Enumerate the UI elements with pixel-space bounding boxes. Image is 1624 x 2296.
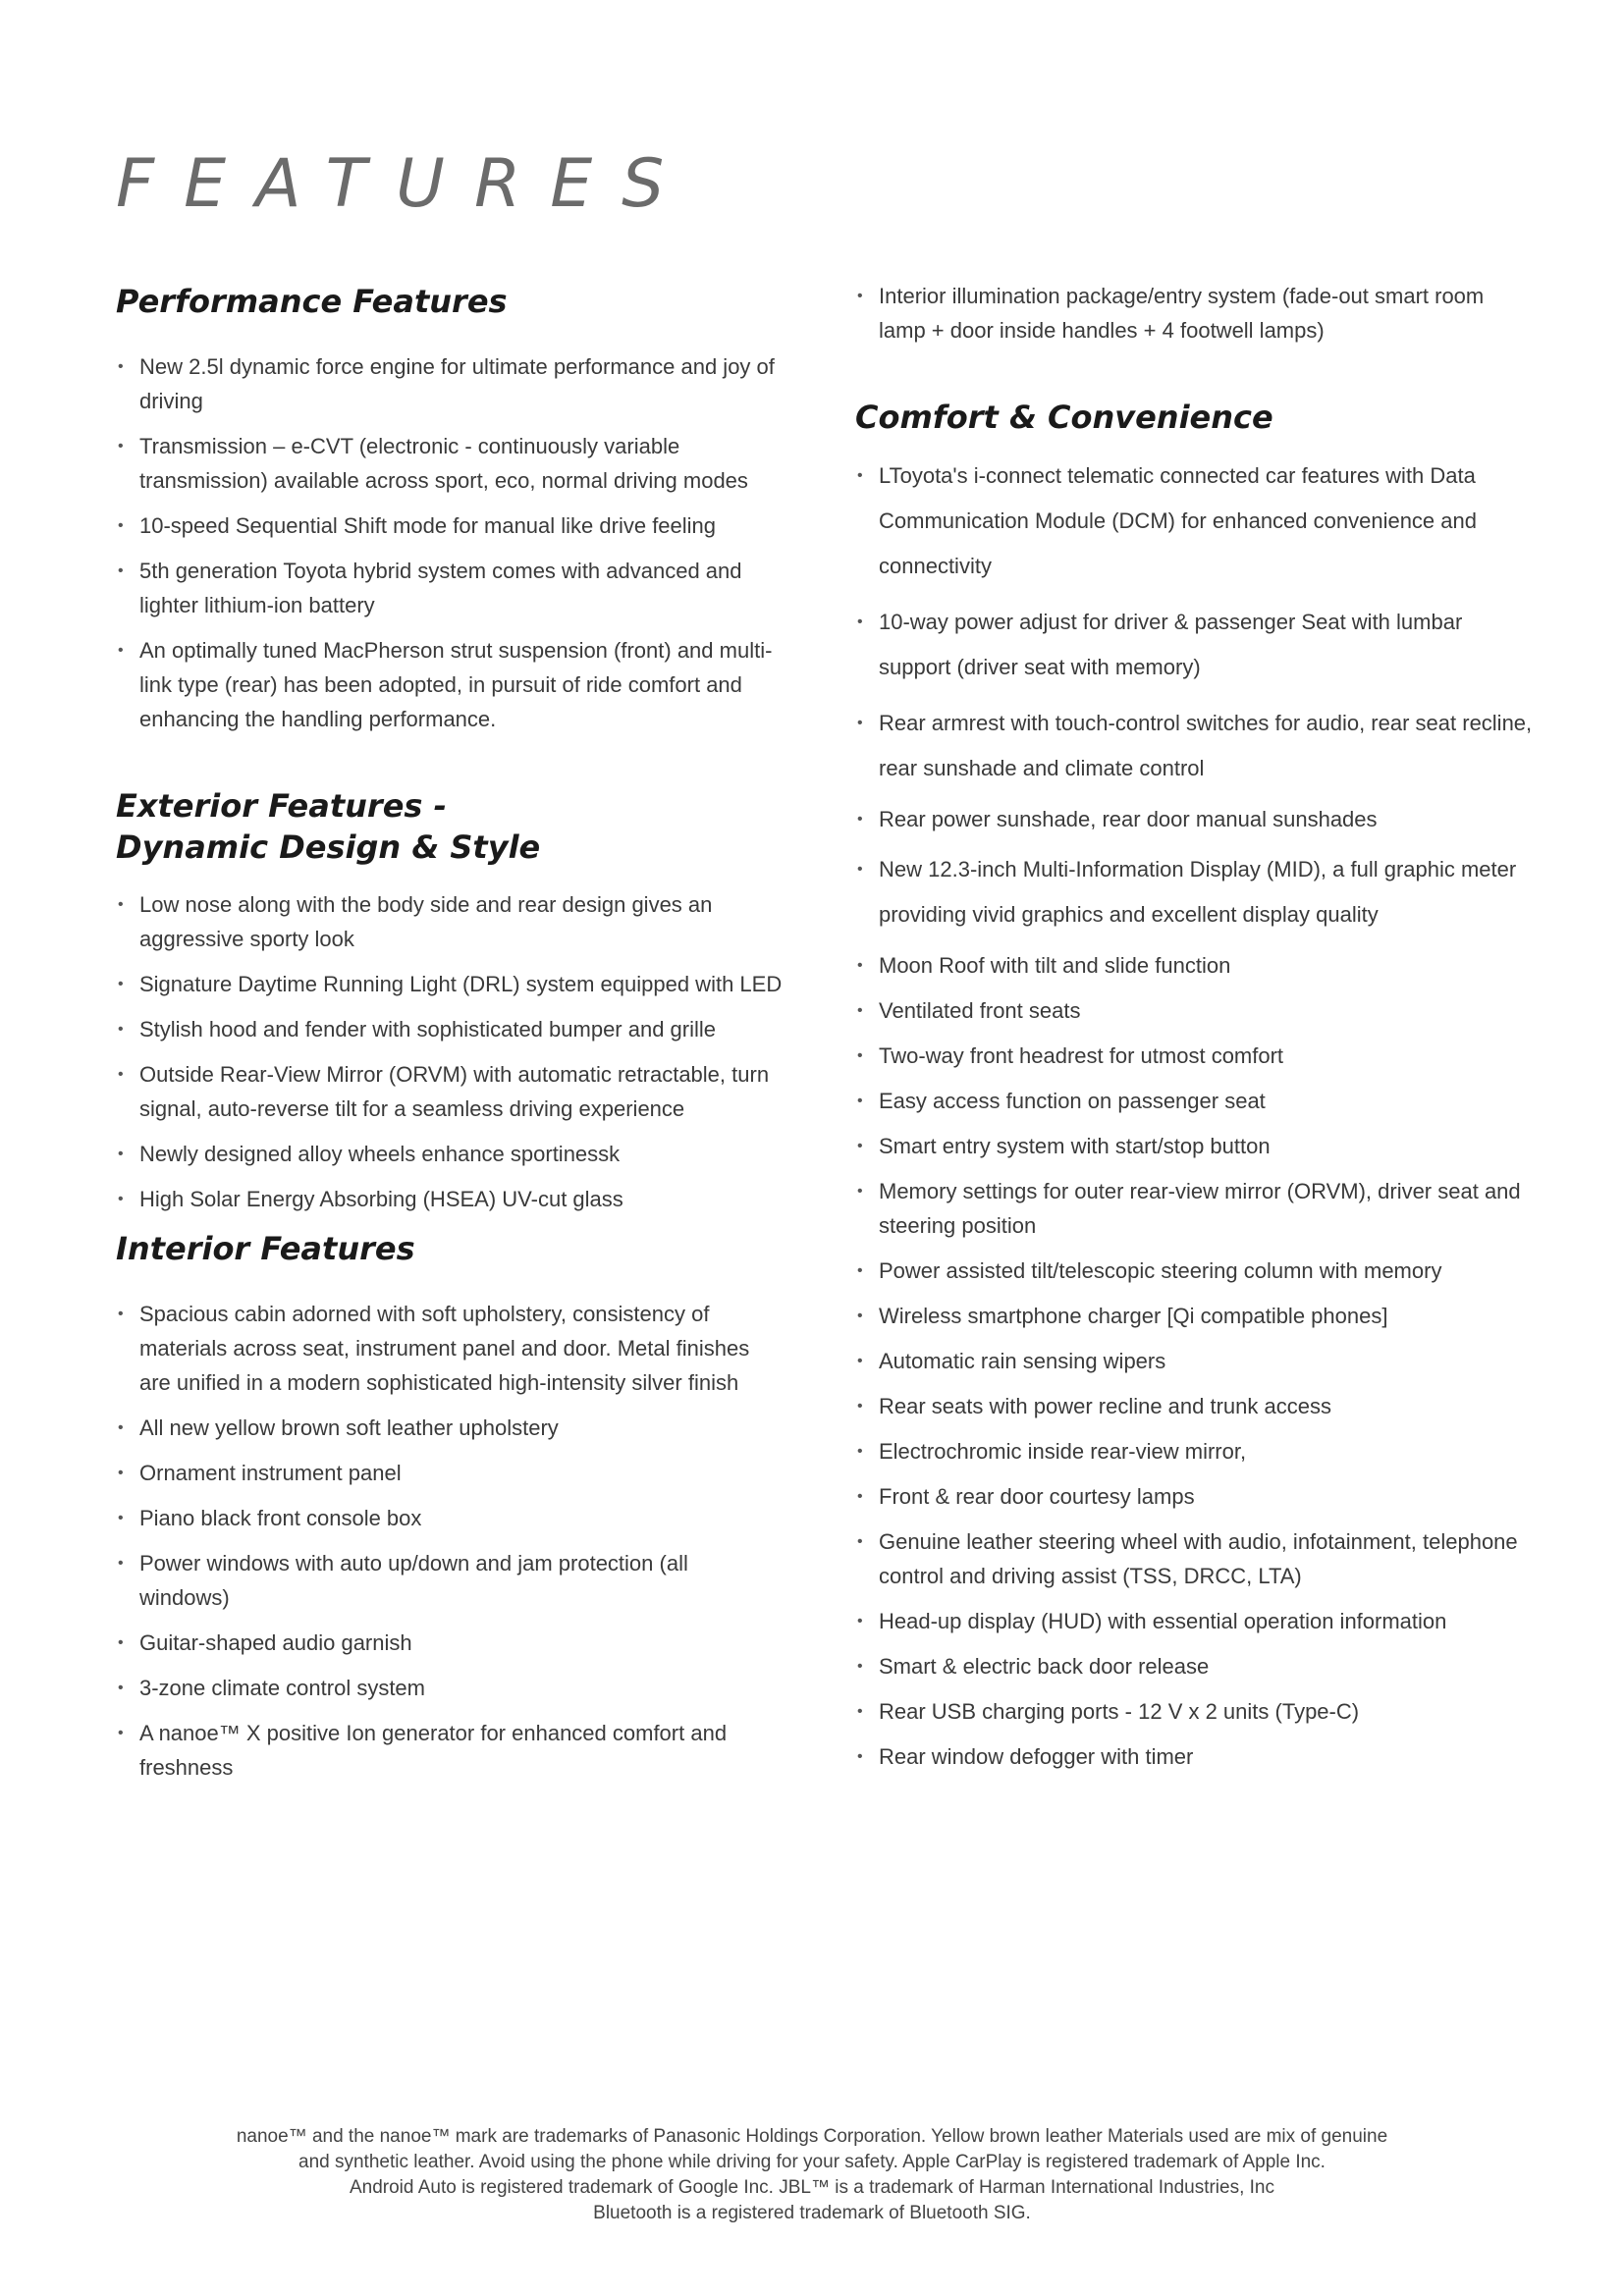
list-item: • Signature Daytime Running Light (DRL) system equipped with LED	[116, 967, 784, 1001]
comfort-convenience-section	[855, 397, 1533, 1774]
list-item: • Moon Roof with tilt and slide function	[855, 948, 1533, 983]
feature-list	[855, 279, 1533, 347]
section-title: Exterior Features - Dynamic Design & Style	[116, 787, 541, 866]
list-item: • Ornament instrument panel	[116, 1456, 784, 1490]
page-title: FEATURES	[116, 145, 694, 223]
list-item: • 5th generation Toyota hybrid system comes with advanced and lighter lithium-ion battery	[116, 554, 784, 622]
section-title: Interior Features	[116, 1230, 415, 1267]
list-item: • Transmission – e-CVT (electronic - continuously variable transmission) available across sport, eco, normal driving modes	[116, 429, 784, 498]
list-item: • Power assisted tilt/telescopic steering column with memory	[855, 1254, 1533, 1288]
list-item: • Stylish hood and fender with sophisticated bumper and grille	[116, 1012, 784, 1046]
list-item: • 10-speed Sequential Shift mode for manual like drive feeling	[116, 508, 784, 543]
section-title: Performance Features	[116, 283, 508, 320]
list-item: • LToyota's i-connect telematic connected car features with Data Communication Module (DCM) for enhanced convenience and connectivity	[855, 454, 1533, 589]
list-item: • Rear armrest with touch-control switches for audio, rear seat recline, rear sunshade and climate control	[855, 701, 1533, 791]
performance-features-section	[116, 281, 784, 736]
list-item: • Head-up display (HUD) with essential operation information	[855, 1604, 1533, 1638]
feature-list	[116, 349, 784, 736]
list-item: • Memory settings for outer rear-view mirror (ORVM), driver seat and steering position	[855, 1174, 1533, 1243]
list-item: • High Solar Energy Absorbing (HSEA) UV-cut glass	[116, 1182, 784, 1216]
footer-line: Bluetooth is a registered trademark of Bluetooth SIG.	[593, 2203, 1031, 2223]
footer-line: Android Auto is registered trademark of Google Inc. JBL™ is a trademark of Harman International Industries, Inc	[349, 2177, 1274, 2198]
list-item: • Low nose along with the body side and rear design gives an aggressive sporty look	[116, 887, 784, 956]
list-item: • Automatic rain sensing wipers	[855, 1344, 1533, 1378]
list-item: • Outside Rear-View Mirror (ORVM) with automatic retractable, turn signal, auto-reverse tilt for a seamless driving experience	[116, 1057, 784, 1126]
feature-list	[116, 887, 784, 1216]
list-item: • Rear seats with power recline and trunk access	[855, 1389, 1533, 1423]
list-item: • 10-way power adjust for driver & passenger Seat with lumbar support (driver seat with memory)	[855, 600, 1533, 690]
list-item: • Wireless smartphone charger [Qi compatible phones]	[855, 1299, 1533, 1333]
right-column	[855, 279, 1533, 1785]
footer-line: and synthetic leather. Avoid using the phone while driving for your safety. Apple CarPlay is registered trademark of Apple Inc.	[298, 2152, 1326, 2172]
list-item: • Guitar-shaped audio garnish	[116, 1626, 784, 1660]
footer-disclaimer	[0, 2124, 1624, 2226]
list-item: • Smart & electric back door release	[855, 1649, 1533, 1683]
list-item: • An optimally tuned MacPherson strut suspension (front) and multi-link type (rear) has been adopted, in pursuit of ride comfort and enhancing the handling performance.	[116, 633, 784, 736]
list-item: • A nanoe™ X positive Ion generator for enhanced comfort and freshness	[116, 1716, 784, 1785]
footer-line: nanoe™ and the nanoe™ mark are trademarks of Panasonic Holdings Corporation. Yellow brown leather Materials used are mix of genuine	[236, 2126, 1388, 2147]
list-item: • New 2.5l dynamic force engine for ultimate performance and joy of driving	[116, 349, 784, 418]
list-item: • Piano black front console box	[116, 1501, 784, 1535]
list-item: • New 12.3-inch Multi-Information Display (MID), a full graphic meter providing vivid graphics and excellent display quality	[855, 847, 1533, 937]
list-item: • All new yellow brown soft leather upholstery	[116, 1411, 784, 1445]
list-item: • Electrochromic inside rear-view mirror,	[855, 1434, 1533, 1468]
section-title: Comfort & Convenience	[855, 399, 1273, 436]
list-item: • Genuine leather steering wheel with audio, infotainment, telephone control and driving assist (TSS, DRCC, LTA)	[855, 1524, 1533, 1593]
list-item: • Power windows with auto up/down and jam protection (all windows)	[116, 1546, 784, 1615]
list-item: • 3-zone climate control system	[116, 1671, 784, 1705]
list-item: • Easy access function on passenger seat	[855, 1084, 1533, 1118]
list-item: • Rear window defogger with timer	[855, 1739, 1533, 1774]
left-column	[116, 281, 784, 1795]
list-item: • Interior illumination package/entry system (fade-out smart room lamp + door inside handles + 4 footwell lamps)	[855, 279, 1533, 347]
feature-list	[116, 1297, 784, 1785]
list-item: • Spacious cabin adorned with soft upholstery, consistency of materials across seat, instrument panel and door. Metal finishes are unified in a modern sophisticated high-intensity silver finish	[116, 1297, 784, 1400]
exterior-features-section	[116, 785, 784, 1216]
list-item: • Rear USB charging ports - 12 V x 2 units (Type-C)	[855, 1694, 1533, 1729]
list-item: • Newly designed alloy wheels enhance sportinessk	[116, 1137, 784, 1171]
list-item: • Front & rear door courtesy lamps	[855, 1479, 1533, 1514]
interior-features-section	[116, 1228, 784, 1785]
list-item: • Rear power sunshade, rear door manual sunshades	[855, 802, 1533, 836]
list-item: • Smart entry system with start/stop button	[855, 1129, 1533, 1163]
list-item: • Two-way front headrest for utmost comfort	[855, 1039, 1533, 1073]
list-item: • Ventilated front seats	[855, 993, 1533, 1028]
feature-list	[855, 454, 1533, 1774]
